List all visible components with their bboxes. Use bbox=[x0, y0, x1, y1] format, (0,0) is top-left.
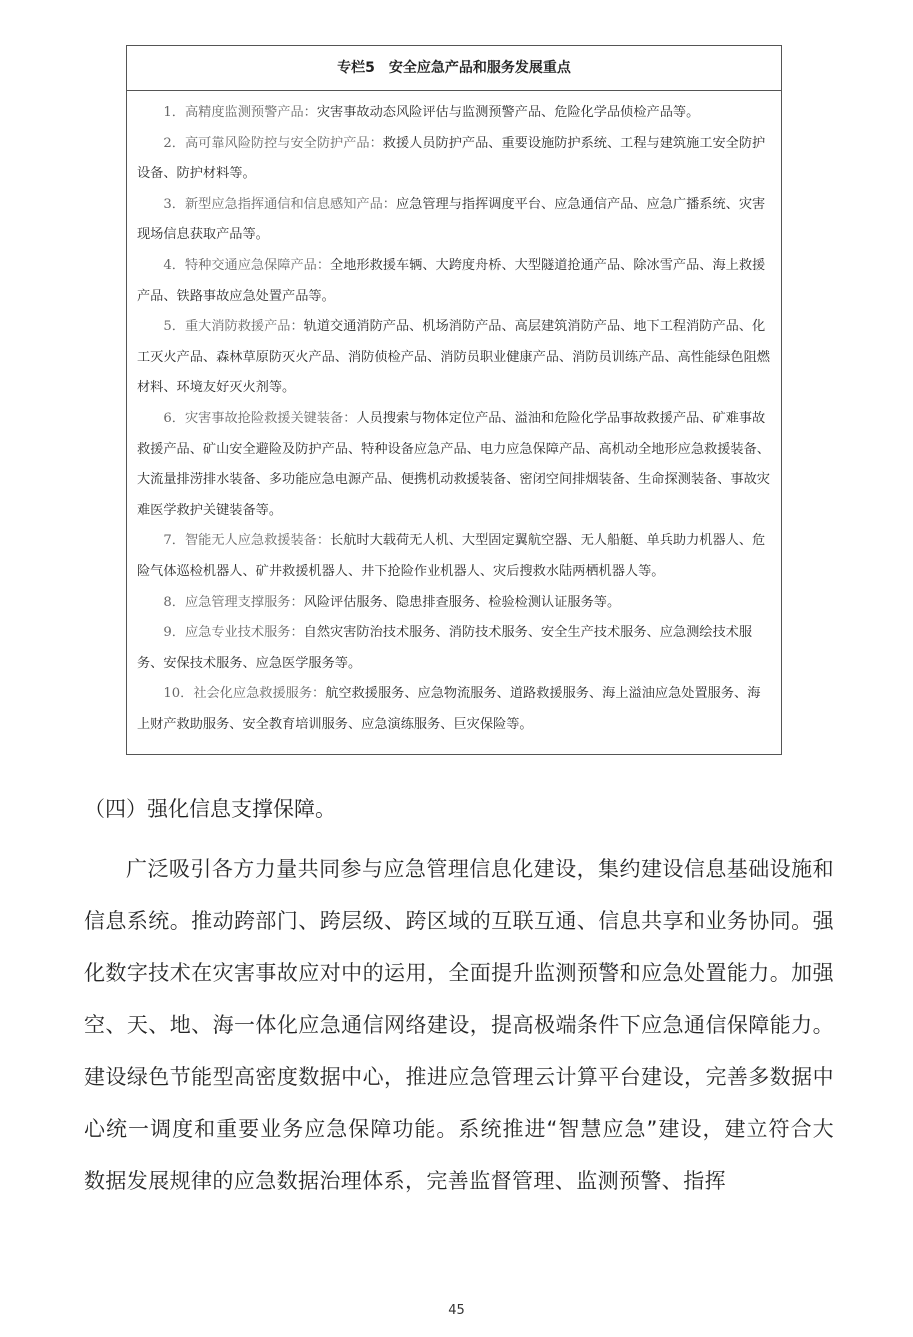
box-divider bbox=[127, 90, 781, 91]
item-text: 灾害事故动态风险评估与监测预警产品、危险化学品侦检产品等。 bbox=[316, 105, 700, 120]
item-text: 全地形救援车辆、大跨度舟桥、大型隧道抢通产品、除冰雪产品、海上救援产品、铁路事故应急处置产品等。 bbox=[137, 257, 766, 304]
item-text: 人员搜索与物体定位产品、溢油和危险化学品事故救援产品、矿难事故救援产品、矿山安全避险及防护产品、特种设备应急产品、电力应急保障产品、高机动全地形应急救援装备、大流量排涝排水装备、多功能应急电源产品、便携机动救援装备、密闭空间排烟装备、生命探测装备、事故灾难医学救护关键装备等。 bbox=[137, 410, 770, 518]
item-heading: 5．重大消防救援产品： bbox=[163, 319, 304, 335]
box-item-list bbox=[137, 98, 771, 740]
item-heading: 4．特种交通应急保障产品： bbox=[163, 257, 331, 273]
list-item bbox=[137, 679, 771, 740]
list-item bbox=[137, 404, 771, 526]
list-item bbox=[137, 98, 771, 129]
item-heading: 2．高可靠风险防控与安全防护产品： bbox=[163, 135, 383, 151]
item-heading: 6．灾害事故抢险救援关键装备： bbox=[163, 410, 357, 426]
item-heading: 10．社会化应急救援服务： bbox=[163, 686, 326, 702]
page-number: 45 bbox=[448, 1303, 465, 1318]
box-title: 专栏5 安全应急产品和服务发展重点 bbox=[337, 60, 571, 76]
item-text: 轨道交通消防产品、机场消防产品、高层建筑消防产品、地下工程消防产品、化工灭火产品、森林草原防灭火产品、消防侦检产品、消防员职业健康产品、消防员训练产品、高性能绿色阻燃材料、环境友好灭火剂等。 bbox=[137, 319, 770, 396]
item-heading: 7．智能无人应急救援装备： bbox=[163, 533, 331, 549]
list-item bbox=[137, 251, 771, 312]
list-item bbox=[137, 526, 771, 587]
list-item bbox=[137, 190, 771, 251]
item-heading: 1．高精度监测预警产品： bbox=[163, 105, 317, 120]
list-item bbox=[137, 618, 771, 679]
item-heading: 3．新型应急指挥通信和信息感知产品： bbox=[163, 196, 396, 212]
section-heading: （四）强化信息支撑保障。 bbox=[84, 797, 336, 821]
item-text: 航空救援服务、应急物流服务、道路救援服务、海上溢油应急处置服务、海上财产救助服务、安全教育培训服务、应急演练服务、巨灾保险等。 bbox=[137, 686, 761, 732]
feature-box bbox=[126, 45, 782, 755]
item-heading: 9．应急专业技术服务： bbox=[163, 625, 304, 641]
item-text: 自然灾害防治技术服务、消防技术服务、安全生产技术服务、应急测绘技术服务、安保技术服务、应急医学服务等。 bbox=[137, 625, 753, 671]
item-heading: 8．应急管理支撑服务： bbox=[163, 594, 304, 610]
list-item bbox=[137, 588, 771, 619]
item-text: 长航时大载荷无人机、大型固定翼航空器、无人船艇、单兵助力机器人、危险气体巡检机器人、矿井救援机器人、井下抢险作业机器人、灾后搜救水陆两栖机器人等。 bbox=[137, 533, 766, 579]
item-text: 风险评估服务、隐患排查服务、检验检测认证服务等。 bbox=[303, 594, 621, 610]
item-text: 救援人员防护产品、重要设施防护系统、工程与建筑施工安全防护设备、防护材料等。 bbox=[137, 135, 766, 182]
item-text: 应急管理与指挥调度平台、应急通信产品、应急广播系统、灾害现场信息获取产品等。 bbox=[137, 196, 766, 243]
body-paragraph: 广泛吸引各方力量共同参与应急管理信息化建设，集约建设信息基础设施和信息系统。推动跨部门、跨层级、跨区域的互联互通、信息共享和业务协同。强化数字技术在灾害事故应对中的运用，全面提升监测预警和应急处置能力。加强空、天、地、海一体化应急通信网络建设，提高极端条件下应急通信保障能力。建设绿色节能型高密度数据中心，推进应急管理云计算平台建设，完善多数据中心统一调度和重要业务应急保障功能。系统推进“智慧应急”建设，建立符合大数据发展规律的应急数据治理体系，完善监督管理、监测预警、指挥 bbox=[84, 857, 834, 1193]
list-item bbox=[137, 312, 771, 404]
list-item bbox=[137, 129, 771, 190]
